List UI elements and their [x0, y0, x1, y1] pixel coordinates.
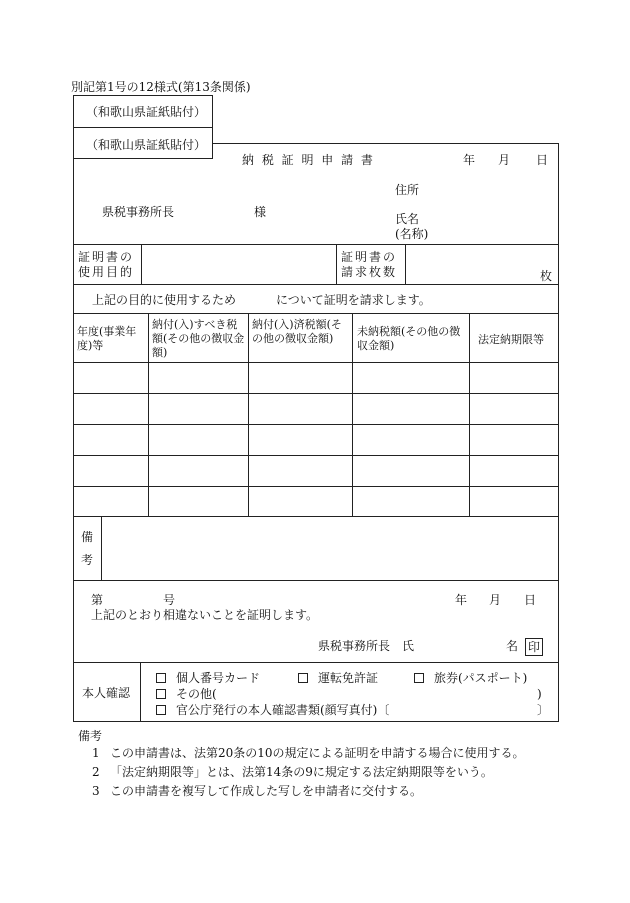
form-id: 別記第1号の12様式(第13条関係) — [71, 80, 251, 94]
addressee-office: 県税事務所長 — [102, 205, 175, 219]
cert-no-label: 第 — [91, 593, 104, 607]
count-unit: 枚 — [540, 269, 553, 283]
table-header: 年度(事業年度)等 — [77, 325, 137, 352]
identity-option-license[interactable]: 運転免許証 — [298, 671, 378, 685]
date-day: 日 — [536, 153, 549, 167]
notes-heading: 備考 — [78, 729, 103, 743]
seal-mark: 印 — [525, 638, 543, 656]
purpose-field[interactable] — [146, 248, 332, 280]
request-sentence-2: について証明を請求します。 — [276, 293, 431, 307]
checkbox[interactable] — [414, 673, 424, 683]
note-number: 2 — [92, 765, 100, 779]
request-sentence-1: 上記の目的に使用するため — [92, 293, 237, 307]
note-number: 1 — [92, 746, 100, 760]
table-header: 納付(入)すべき税額(その他の徴収金額) — [152, 318, 245, 359]
cert-text: 上記のとおり相違ないことを証明します。 — [91, 608, 319, 622]
identity-official-close: 〕 — [537, 703, 550, 717]
table-header: 納付(入)済税額(その他の徴収金額) — [252, 318, 342, 345]
cert-signer: 県税事務所長 氏 — [318, 639, 415, 653]
note-text: 「法定納期限等」とは、法第14条の9に規定する法定納期限等をいう。 — [110, 765, 493, 779]
form-body — [73, 143, 559, 722]
identity-option-passport[interactable]: 旅券(パスポート) — [414, 671, 527, 685]
stamp-divider — [73, 127, 213, 128]
note-number: 3 — [92, 784, 100, 798]
count-field[interactable] — [410, 248, 536, 280]
cert-year: 年 — [455, 593, 468, 607]
form-title: 納 税 証 明 申 請 書 — [242, 153, 375, 167]
note-text: この申請書は、法第20条の10の規定による証明を申請する場合に使用する。 — [110, 746, 525, 760]
checkbox[interactable] — [298, 673, 308, 683]
identity-other-close: ) — [537, 687, 542, 701]
form-top-border — [213, 143, 559, 144]
checkbox[interactable] — [156, 705, 166, 715]
date-month: 月 — [498, 153, 511, 167]
cert-day: 日 — [524, 593, 537, 607]
address-label[interactable]: 住所 — [395, 183, 420, 197]
stamp-box-label: （和歌山県証紙貼付） — [86, 105, 207, 119]
name-label[interactable]: 氏名 — [395, 212, 420, 226]
date-year: 年 — [463, 153, 476, 167]
checkbox[interactable] — [156, 673, 166, 683]
identity-option-official[interactable]: 官公庁発行の本人確認書類(顔写真付)〔 — [156, 703, 389, 717]
identity-option-other[interactable]: その他( — [156, 687, 217, 701]
table-header: 未納税額(その他の徴収金額) — [357, 325, 461, 352]
identity-label: 本人確認 — [82, 686, 131, 700]
note-text: この申請書を複写して作成した写しを申請者に交付する。 — [110, 784, 423, 798]
identity-option-mynumber[interactable]: 個人番号カード — [156, 671, 260, 685]
remarks-label: 備 — [81, 530, 94, 544]
remarks-field[interactable] — [104, 519, 556, 577]
addressee-honorific: 様 — [254, 205, 267, 219]
table-header: 法定納期限等 — [478, 333, 544, 346]
cert-name-char: 名 — [506, 639, 519, 653]
cert-go-label: 号 — [163, 593, 176, 607]
name-sub-label: (名称) — [395, 227, 429, 241]
purpose-label: 証明書の使用目的 — [78, 250, 135, 279]
stamp-box-label: （和歌山県証紙貼付） — [86, 138, 207, 152]
checkbox[interactable] — [156, 689, 166, 699]
cert-month: 月 — [489, 593, 502, 607]
remarks-label: 考 — [81, 553, 94, 567]
count-label: 証明書の請求枚数 — [341, 250, 398, 279]
